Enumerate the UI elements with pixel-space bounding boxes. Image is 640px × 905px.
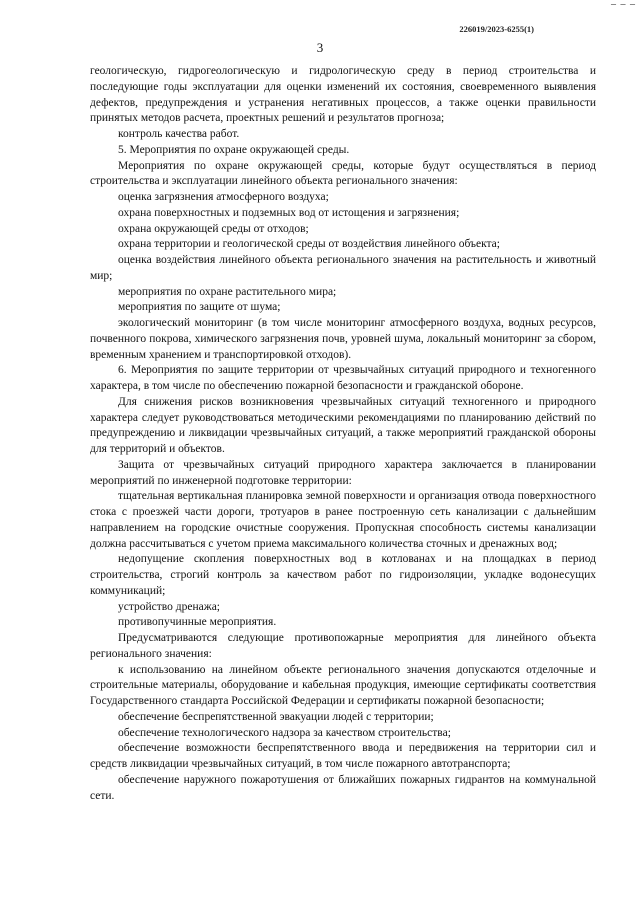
list-item: охрана территории и геологической среды от воздействия линейного объекта;: [118, 238, 500, 251]
list-item: охрана окружающей среды от отходов;: [118, 222, 309, 235]
list-item: экологический мониторинг (в том числе мониторинг атмосферного воздуха, водных ресурсов, почвенного покрова, химического загрязнения почв, уровней шума, локальный мониторинг за сбором, временным хранением и транспортировкой отходов).: [90, 317, 596, 361]
corner-mark: – – –: [611, 0, 636, 10]
paragraph-quality-control: контроль качества работ.: [118, 128, 240, 140]
list-item: тщательная вертикальная планировка земной поверхности и организация отвода поверхностного стока с проезжей части дороги, тротуаров в ранее построенную сеть канализации с дальнейшим направлением на городские очистные сооружения. Пропускная способность системы канализации должна рассчитываться с учетом приема максимального количества сточных и дренажных вод;: [90, 490, 596, 550]
paragraph-risk-reduction: Для снижения рисков возникновения чрезвычайных ситуаций техногенного и природного характера следует руководствоваться методическими рекомендациями по планированию действий по предупреждению и ликвидации чрезвычайных ситуаций, а также мероприятий гражданской обороны для территорий и объектов.: [90, 395, 596, 455]
list-item: мероприятия по защите от шума;: [118, 301, 281, 314]
list-item: мероприятия по охране растительного мира;: [118, 285, 337, 298]
document-body: [90, 64, 596, 804]
list-item: устройство дренажа;: [118, 600, 220, 613]
paragraph-environment-intro: Мероприятия по охране окружающей среды, которые будут осуществляться в период строительства и эксплуатации линейного объекта регионального значения:: [90, 159, 596, 188]
paragraph-geology-monitoring: геологическую, гидрогеологическую и гидрологическую среду в период строительства и последующие годы эксплуатации для оценки изменений их состояния, своевременного выявления дефектов, предупреждения и устранения негативных процессов, а также оценки правильности принятых методов расчета, проектных решений и результатов прогноза;: [90, 65, 596, 125]
list-item: оценка воздействия линейного объекта регионального значения на растительность и животный мир;: [90, 254, 596, 282]
list-item: обеспечение наружного пожаротушения от ближайших пожарных гидрантов на коммунальной сети.: [90, 773, 596, 802]
list-item: обеспечение технологического надзора за качеством строительства;: [118, 726, 451, 739]
list-item: недопущение скопления поверхностных вод в котлованах и на площадках в период строительства, строгий контроль за качеством работ по гидроизоляции, укладке водонесущих коммуникаций;: [90, 553, 596, 597]
page-number: 3: [316, 40, 324, 55]
list-item: оценка загрязнения атмосферного воздуха;: [118, 191, 329, 203]
paragraph-natural-protection: Защита от чрезвычайных ситуаций природного характера заключается в планировании мероприятий по инженерной подготовке территории:: [90, 458, 596, 487]
section-heading-emergency: 6. Мероприятия по защите территории от чрезвычайных ситуаций природного и техногенного характера, в том числе по обеспечению пожарной безопасности и гражданской обороне.: [90, 364, 596, 392]
section-heading-environment: 5. Мероприятия по охране окружающей среды.: [118, 143, 350, 156]
list-item: к использованию на линейном объекте регионального значения допускаются отделочные и строительные материалы, оборудование и кабельная продукция, имеющие сертификаты соответствия Государственного стандарта Российской Федерации и сертификаты пожарной безопасности;: [90, 663, 596, 707]
list-item: противопучинные мероприятия.: [118, 616, 277, 629]
list-item: обеспечение беспрепятственной эвакуации людей с территории;: [118, 710, 434, 723]
list-item: охрана поверхностных и подземных вод от истощения и загрязнения;: [118, 206, 460, 219]
list-item: обеспечение возможности беспрепятственного ввода и передвижения на территории сил и средств ликвидации чрезвычайных ситуаций, в том числе пожарного автотранспорта;: [90, 742, 596, 770]
document-number: 226019/2023-6255(1): [459, 24, 534, 34]
paragraph-fire-measures-intro: Предусматриваются следующие противопожарные мероприятия для линейного объекта регионального значения:: [90, 632, 596, 660]
